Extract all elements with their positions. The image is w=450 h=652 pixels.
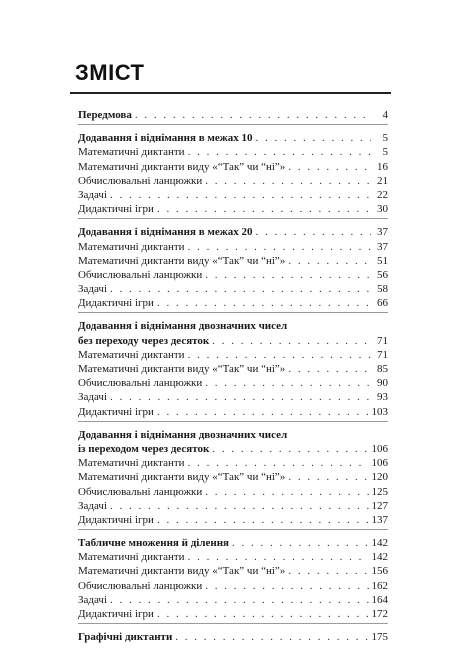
dot-leader (288, 564, 368, 578)
toc-entry-label: Дидактичні ігри (78, 203, 154, 216)
toc-entry-page-number: 93 (377, 391, 388, 404)
toc-section (78, 319, 388, 421)
toc-entry[interactable] (78, 254, 388, 268)
toc-entry[interactable] (78, 376, 388, 390)
toc-entry-page-number: 106 (371, 457, 388, 470)
toc-entry[interactable] (78, 240, 388, 254)
toc-entry-page-number: 156 (371, 565, 388, 578)
toc-section-heading-label: Передмова (78, 109, 132, 121)
toc-entry-page-number: 16 (377, 160, 388, 173)
toc-entry-page-number: 120 (371, 471, 388, 484)
toc-entry[interactable] (78, 470, 388, 484)
dot-leader (175, 630, 368, 644)
toc-section-heading-page-number: 37 (377, 226, 388, 239)
toc-section-heading-label: без переходу через десяток (78, 334, 210, 347)
toc-section (78, 630, 388, 646)
toc-section-heading-label: Додавання і віднімання двозначних чисел (78, 320, 288, 333)
toc-entry-label: Математичні диктанти виду «“Так” чи “ні”» (78, 363, 286, 375)
toc-entry-label: Задачі (78, 499, 108, 512)
dot-leader (110, 499, 368, 513)
dot-leader (188, 550, 369, 564)
toc-section-heading-label: Додавання і віднімання двозначних чисел (78, 428, 288, 441)
toc-section (78, 225, 388, 313)
toc-section-heading-page-number: 5 (382, 132, 388, 145)
toc-entry-page-number: 125 (371, 485, 388, 498)
toc-entry-page-number: 30 (377, 203, 388, 216)
toc-entry[interactable] (78, 456, 388, 470)
toc-entry-page-number: 85 (377, 363, 388, 375)
dot-leader (110, 188, 371, 202)
toc-entry-label: Обчислювальні ланцюжки (78, 485, 203, 498)
toc-entry-page-number: 162 (371, 579, 388, 592)
toc-section-heading-page-number: 4 (382, 109, 388, 121)
title-divider (70, 92, 391, 94)
toc-entry-page-number: 71 (377, 348, 388, 361)
dot-leader (157, 202, 371, 216)
toc-section-heading-label: Додавання і віднімання в межах 10 (78, 132, 253, 145)
table-of-contents (78, 108, 388, 652)
toc-entry[interactable] (78, 174, 388, 188)
toc-entry-label: Дидактичні ігри (78, 297, 154, 310)
toc-entry-page-number: 127 (371, 499, 388, 512)
toc-entry[interactable] (78, 405, 388, 419)
toc-entry[interactable] (78, 362, 388, 376)
toc-entry-page-number: 142 (371, 551, 388, 564)
dot-leader (288, 362, 371, 376)
toc-entry-page-number: 22 (377, 188, 388, 201)
dot-leader (212, 442, 368, 456)
dot-leader (188, 240, 371, 254)
toc-section-heading[interactable] (78, 225, 388, 239)
dot-leader (205, 579, 368, 593)
toc-entry-page-number: 56 (377, 268, 388, 281)
dot-leader (232, 536, 368, 550)
toc-section-heading-label: із переходом через десяток (78, 442, 210, 455)
toc-entry-label: Математичні диктанти (78, 240, 185, 253)
toc-section (78, 428, 388, 530)
toc-entry-label: Задачі (78, 188, 108, 201)
toc-entry[interactable] (78, 202, 388, 216)
toc-entry-label: Математичні диктанти (78, 457, 185, 470)
toc-entry-page-number: 137 (371, 513, 388, 526)
toc-entry[interactable] (78, 296, 388, 310)
toc-section-heading-page-number: 175 (371, 631, 388, 644)
dot-leader (110, 282, 371, 296)
dot-leader (205, 268, 371, 282)
toc-entry-label: Дидактичні ігри (78, 405, 154, 418)
toc-section (78, 536, 388, 624)
toc-section-heading-page-number: 142 (371, 537, 388, 550)
toc-section-heading[interactable] (78, 131, 388, 145)
toc-entry-page-number: 37 (377, 240, 388, 253)
toc-section-heading[interactable] (78, 334, 388, 348)
toc-entry-page-number: 58 (377, 283, 388, 296)
toc-entry-label: Математичні диктанти виду «“Так” чи “ні”» (78, 471, 286, 484)
toc-entry-page-number: 172 (371, 608, 388, 620)
dot-leader (288, 160, 371, 174)
dot-leader (288, 254, 371, 268)
toc-section-heading-label: Графічні диктанти (78, 631, 173, 644)
toc-section-heading-label: Додавання і віднімання в межах 20 (78, 226, 253, 239)
dot-leader (157, 405, 369, 419)
toc-section-heading[interactable] (78, 536, 388, 550)
dot-leader (135, 108, 371, 122)
toc-section-heading[interactable] (78, 428, 388, 442)
toc-entry[interactable] (78, 485, 388, 499)
toc-entry-label: Математичні диктанти виду «“Так” чи “ні”» (78, 160, 286, 173)
toc-section-heading[interactable] (78, 442, 388, 456)
toc-section (78, 131, 388, 219)
toc-entry-label: Дидактичні ігри (78, 608, 154, 620)
toc-entry[interactable] (78, 188, 388, 202)
toc-entry[interactable] (78, 550, 388, 564)
toc-entry-label: Математичні диктанти (78, 348, 185, 361)
toc-entry[interactable] (78, 348, 388, 362)
toc-entry[interactable] (78, 145, 388, 159)
toc-entry[interactable] (78, 160, 388, 174)
toc-entry[interactable] (78, 390, 388, 404)
dot-leader (205, 174, 371, 188)
dot-leader (288, 470, 368, 484)
toc-section (78, 108, 388, 125)
toc-entry[interactable] (78, 268, 388, 282)
dot-leader (188, 456, 369, 470)
dot-leader (157, 607, 369, 621)
toc-entry[interactable] (78, 513, 388, 527)
dot-leader (205, 376, 371, 390)
toc-entry-label: Задачі (78, 391, 108, 404)
toc-section-heading-label: Табличне множення й ділення (78, 537, 230, 550)
toc-entry-label: Обчислювальні ланцюжки (78, 268, 203, 281)
toc-entry[interactable] (78, 499, 388, 513)
toc-entry-label: Обчислювальні ланцюжки (78, 579, 203, 592)
toc-entry-label: Математичні диктанти (78, 551, 185, 564)
toc-entry[interactable] (78, 282, 388, 296)
toc-section-heading[interactable] (78, 630, 388, 644)
toc-entry-page-number: 51 (377, 254, 388, 267)
dot-leader (255, 225, 371, 239)
dot-leader (110, 390, 371, 404)
toc-entry[interactable] (78, 579, 388, 593)
dot-leader (212, 334, 371, 348)
toc-entry-label: Задачі (78, 283, 108, 296)
dot-leader (157, 296, 371, 310)
toc-entry-label: Обчислювальні ланцюжки (78, 174, 203, 187)
toc-entry-label: Обчислювальні ланцюжки (78, 377, 203, 390)
toc-entry[interactable] (78, 607, 388, 621)
toc-entry-label: Дидактичні ігри (78, 513, 154, 526)
toc-entry-page-number: 66 (377, 297, 388, 310)
toc-entry-label: Задачі (78, 593, 108, 606)
dot-leader (255, 131, 371, 145)
dot-leader (205, 485, 368, 499)
dot-leader (188, 348, 371, 362)
toc-section-heading-page-number: 106 (371, 442, 388, 455)
toc-entry-page-number: 5 (382, 146, 388, 159)
toc-section-heading-page-number: 71 (377, 334, 388, 347)
toc-entry[interactable] (78, 564, 388, 578)
toc-entry-page-number: 164 (371, 593, 388, 606)
toc-section-heading[interactable] (78, 108, 388, 122)
page-title: ЗМІСТ (75, 60, 145, 85)
toc-entry-page-number: 21 (377, 174, 388, 187)
toc-entry-label: Математичні диктанти (78, 146, 185, 159)
dot-leader (188, 145, 371, 159)
toc-entry-page-number: 103 (371, 405, 388, 418)
toc-entry-label: Математичні диктанти виду «“Так” чи “ні”» (78, 565, 286, 578)
dot-leader (157, 513, 369, 527)
toc-section-heading[interactable] (78, 319, 388, 333)
toc-entry-label: Математичні диктанти виду «“Так” чи “ні”» (78, 254, 286, 267)
toc-entry-page-number: 90 (377, 377, 388, 390)
